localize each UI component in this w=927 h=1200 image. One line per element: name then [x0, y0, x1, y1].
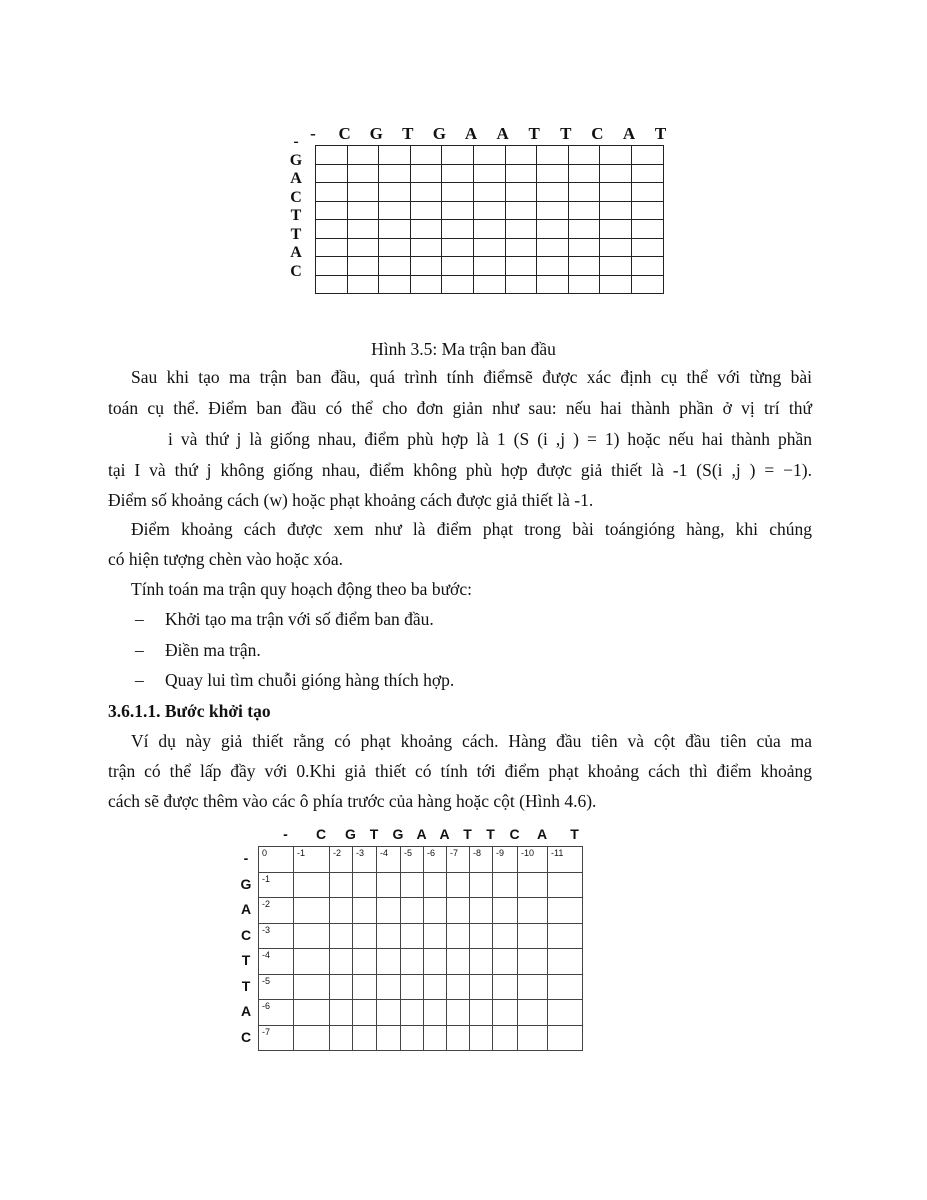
bullet-item-3: Quay lui tìm chuỗi gióng hàng thích hợp. — [165, 670, 455, 690]
figure2-grid-cell — [447, 949, 470, 975]
figure2-grid-cell — [447, 898, 470, 924]
figure1-column-label: G — [369, 124, 383, 143]
figure2-grid-cell — [294, 1025, 330, 1051]
figure2-grid-cell: -7 — [259, 1025, 294, 1051]
figure2-grid-cell — [294, 1000, 330, 1026]
figure1-row-label: A — [290, 244, 302, 261]
figure1-grid-cell — [379, 275, 411, 294]
bullet-marker: – — [135, 670, 144, 690]
paragraph-1-line-4: tại I và thứ j không giống nhau, điểm không phù hợp được giả thiết là -1 (S(i ,j ) = −1). — [108, 460, 812, 480]
figure1-grid-cell — [568, 238, 600, 257]
figure2-grid-cell: -5 — [259, 974, 294, 1000]
figure2-grid-cell — [353, 923, 377, 949]
figure1-grid-cell — [442, 201, 474, 220]
figure2-grid-cell: -6 — [424, 847, 447, 873]
figure1-grid-cell — [537, 275, 569, 294]
figure2-column-label: A — [439, 826, 450, 842]
figure2-grid-cell — [493, 923, 518, 949]
figure1-grid-cell — [347, 220, 379, 239]
figure2-grid-cell — [330, 949, 353, 975]
figure2-grid-cell — [470, 974, 493, 1000]
figure2-grid-cell — [548, 1000, 583, 1026]
figure2-grid-cell — [470, 949, 493, 975]
figure2-grid-cell — [548, 898, 583, 924]
figure2-grid-cell — [424, 898, 447, 924]
figure1-grid-cell — [537, 183, 569, 202]
figure2-grid-cell — [518, 898, 548, 924]
figure1-grid-cell — [347, 146, 379, 165]
figure1-grid-cell — [600, 275, 632, 294]
figure2-grid-cell: 0 — [259, 847, 294, 873]
figure1-grid-cell — [473, 275, 505, 294]
figure2-grid-cell — [548, 1025, 583, 1051]
figure1-grid-cell — [473, 238, 505, 257]
figure1-grid-cell — [631, 164, 663, 183]
figure2-grid — [258, 846, 583, 1051]
figure2-grid-cell — [424, 1000, 447, 1026]
figure1-grid-cell — [505, 238, 537, 257]
figure2-column-label: A — [536, 826, 548, 842]
figure2-grid-cell — [401, 974, 424, 1000]
figure2-grid-cell — [424, 974, 447, 1000]
figure2-grid-cell — [401, 1025, 424, 1051]
figure2-grid-cell: -11 — [548, 847, 583, 873]
figure1-grid-cell — [600, 183, 632, 202]
figure2-grid-cell — [447, 1025, 470, 1051]
figure2-column-label: G — [345, 826, 356, 842]
figure2-grid-cell: -3 — [353, 847, 377, 873]
figure2-column-label: T — [570, 826, 579, 842]
figure1-grid-cell — [473, 164, 505, 183]
figure1-grid-cell — [505, 257, 537, 276]
figure2-grid-cell — [330, 923, 353, 949]
figure1-grid-cell — [410, 201, 442, 220]
figure1-grid-cell — [505, 201, 537, 220]
figure1-grid-cell — [568, 257, 600, 276]
figure1-row-label: T — [290, 225, 302, 243]
paragraph-4-line-2: trận có thể lấp đầy với 0.Khi giả thiết có tính tới điểm phạt khoảng cách thì điểm khoảng — [108, 761, 812, 781]
figure2-grid-cell — [447, 1000, 470, 1026]
figure1-column-label: A — [464, 124, 478, 143]
figure1-grid-cell — [537, 201, 569, 220]
figure1-caption: Hình 3.5: Ma trận ban đầu — [371, 339, 556, 359]
figure2-grid-cell: -5 — [401, 847, 424, 873]
figure1-grid-cell — [316, 257, 348, 276]
figure1-grid-cell — [316, 220, 348, 239]
paragraph-1-line-5: Điểm số khoảng cách (w) hoặc phạt khoảng cách được giả thiết là -1. — [108, 490, 594, 510]
figure2-row-label: C — [240, 926, 252, 943]
figure2-grid-cell — [518, 974, 548, 1000]
figure1-grid-cell — [442, 164, 474, 183]
figure1-grid-cell — [442, 275, 474, 294]
figure2-row-label: G — [240, 875, 252, 892]
figure2-grid-cell — [377, 872, 401, 898]
figure1-grid-cell — [600, 238, 632, 257]
figure1-grid-cell — [379, 238, 411, 257]
figure2-grid-cell — [294, 974, 330, 1000]
figure1-grid-cell — [442, 257, 474, 276]
figure2-grid-cell — [493, 974, 518, 1000]
figure2-row-label: C — [240, 1028, 252, 1045]
paragraph-4-line-1: Ví dụ này giả thiết rằng có phạt khoảng cách. Hàng đầu tiên và cột đầu tiên của ma — [131, 731, 812, 751]
figure1-grid-cell — [410, 220, 442, 239]
figure1-grid-row — [316, 238, 664, 257]
figure1-grid-cell — [410, 146, 442, 165]
figure2-grid-cell — [493, 949, 518, 975]
figure2-grid-cell: -3 — [259, 923, 294, 949]
figure2-grid-row — [259, 974, 583, 1000]
figure1-grid-cell — [568, 146, 600, 165]
figure1-grid-cell — [568, 201, 600, 220]
figure1-grid-row — [316, 183, 664, 202]
figure2-grid-cell — [548, 872, 583, 898]
figure2-column-label: C — [315, 826, 327, 842]
figure2-grid-cell — [401, 1000, 424, 1026]
figure1-grid-cell — [442, 183, 474, 202]
figure1-grid-cell — [631, 183, 663, 202]
figure2-grid-cell — [401, 898, 424, 924]
figure2-grid-cell — [353, 872, 377, 898]
figure2-grid-cell: -4 — [377, 847, 401, 873]
figure1-grid-cell — [442, 146, 474, 165]
figure2-column-label: T — [369, 826, 379, 842]
figure1-grid-cell — [568, 164, 600, 183]
figure2-grid-cell: -2 — [330, 847, 353, 873]
figure2-grid-cell — [377, 974, 401, 1000]
figure1-grid-row — [316, 146, 664, 165]
figure1-grid-cell — [379, 146, 411, 165]
figure2-grid-cell — [424, 923, 447, 949]
figure1-grid-cell — [600, 146, 632, 165]
bullet-marker: – — [135, 640, 144, 660]
figure1-column-label: - — [310, 124, 316, 143]
figure2-grid-cell — [330, 1000, 353, 1026]
figure2-grid-cell — [401, 949, 424, 975]
figure1-column-label: C — [338, 124, 351, 143]
figure1-grid-cell — [410, 183, 442, 202]
figure2-column-label: T — [486, 826, 495, 842]
figure1-grid-row — [316, 275, 664, 294]
figure1-grid-cell — [631, 201, 663, 220]
figure2-grid-cell: -1 — [294, 847, 330, 873]
figure1-column-label: A — [622, 124, 636, 143]
figure1-row-label: - — [293, 133, 299, 150]
figure2-grid-cell — [518, 1025, 548, 1051]
figure2-grid-cell — [353, 974, 377, 1000]
paragraph-2-line-2: có hiện tượng chèn vào hoặc xóa. — [108, 549, 343, 569]
figure2-grid-cell — [470, 872, 493, 898]
figure2-grid-row — [259, 847, 583, 873]
figure2-grid-cell — [294, 872, 330, 898]
figure1-grid-cell — [505, 183, 537, 202]
figure2-grid-cell — [353, 1025, 377, 1051]
figure1-grid-cell — [316, 238, 348, 257]
figure2-grid-cell — [424, 1025, 447, 1051]
figure1-grid-cell — [379, 201, 411, 220]
figure1-grid-cell — [473, 220, 505, 239]
figure1-grid-cell — [347, 164, 379, 183]
figure2-row-label: - — [243, 850, 249, 866]
figure1-grid-cell — [347, 257, 379, 276]
bullet-item-2: Điền ma trận. — [165, 640, 261, 660]
figure2-row-label: T — [241, 952, 251, 968]
figure1-grid-row — [316, 201, 664, 220]
figure1-grid-cell — [347, 183, 379, 202]
figure1-grid-cell — [505, 164, 537, 183]
figure2-grid-cell — [377, 923, 401, 949]
figure2-grid-cell — [377, 898, 401, 924]
figure2-grid-cell — [294, 949, 330, 975]
figure2-grid-cell — [353, 949, 377, 975]
figure1-column-label: T — [528, 124, 540, 143]
figure2-grid-cell — [447, 923, 470, 949]
figure1-column-label: A — [496, 124, 509, 143]
figure1-grid-cell — [410, 257, 442, 276]
figure1-grid-cell — [600, 220, 632, 239]
figure1-grid-cell — [379, 220, 411, 239]
figure1-row-label: C — [290, 262, 302, 280]
figure1-grid-cell — [631, 220, 663, 239]
figure2-grid-cell — [294, 923, 330, 949]
figure2-column-label: C — [509, 826, 520, 842]
figure1-grid-cell — [379, 164, 411, 183]
figure2-grid-cell — [447, 872, 470, 898]
figure2-grid-cell — [548, 923, 583, 949]
figure1-column-label: G — [432, 124, 446, 143]
paragraph-2-line-1: Điểm khoảng cách được xem như là điểm phạt trong bài toángióng hàng, khi chúng — [131, 519, 812, 539]
figure1-grid-cell — [316, 275, 348, 294]
figure1-grid-cell — [537, 238, 569, 257]
figure2-grid-cell: -4 — [259, 949, 294, 975]
figure2-grid-cell — [493, 872, 518, 898]
figure2-grid-row — [259, 898, 583, 924]
figure1-grid-cell — [505, 146, 537, 165]
figure1-grid-cell — [631, 146, 663, 165]
figure2-grid-row — [259, 872, 583, 898]
figure1-grid-cell — [442, 220, 474, 239]
figure1-row-label: A — [290, 170, 302, 187]
figure1-grid-cell — [568, 275, 600, 294]
figure2-grid-cell — [377, 949, 401, 975]
figure2-column-label: A — [416, 826, 427, 842]
figure1-grid-cell — [600, 164, 632, 183]
figure2-grid-cell: -7 — [447, 847, 470, 873]
figure2-grid-cell — [518, 872, 548, 898]
figure1-grid-cell — [316, 201, 348, 220]
figure1-row-label: T — [290, 207, 302, 224]
figure1-row-label: C — [290, 188, 302, 206]
figure1-grid-cell — [631, 238, 663, 257]
figure2-grid-cell — [330, 872, 353, 898]
figure1-grid-cell — [473, 257, 505, 276]
figure1-grid-cell — [600, 201, 632, 220]
figure1-column-label: T — [560, 124, 572, 143]
figure2-grid-cell: -6 — [259, 1000, 294, 1026]
figure1-column-label: T — [654, 124, 667, 143]
paragraph-1-line-3: i và thứ j là giống nhau, điểm phù hợp là 1 (S (i ,j ) = 1) hoặc nếu hai thành phần — [168, 429, 812, 449]
figure1-grid-row — [316, 220, 664, 239]
figure1-grid-cell — [537, 146, 569, 165]
figure2-column-label: G — [392, 826, 404, 842]
figure1-grid-cell — [379, 183, 411, 202]
figure2-grid-cell — [493, 1025, 518, 1051]
figure2-grid-cell — [518, 949, 548, 975]
figure2-grid-row — [259, 949, 583, 975]
figure1-grid-cell — [568, 220, 600, 239]
figure1-grid-cell — [505, 220, 537, 239]
figure2-grid-row — [259, 1025, 583, 1051]
figure2-grid-cell — [548, 949, 583, 975]
figure1-row-label: G — [289, 151, 303, 169]
paragraph-4-line-3: cách sẽ được thêm vào các ô phía trước của hàng hoặc cột (Hình 4.6). — [108, 791, 597, 811]
figure2-grid-cell: -2 — [259, 898, 294, 924]
bullet-item-1: Khởi tạo ma trận với số điểm ban đầu. — [165, 609, 434, 629]
figure1-grid-cell — [316, 146, 348, 165]
figure1-grid-cell — [537, 164, 569, 183]
figure2-row-label: A — [240, 1003, 252, 1019]
figure1-grid-row — [316, 257, 664, 276]
figure2-grid-cell — [493, 1000, 518, 1026]
figure1-grid-cell — [410, 164, 442, 183]
figure1-grid-cell — [631, 275, 663, 294]
paragraph-1-line-2: toán cụ thể. Điểm ban đầu có thể cho đơn giản như sau: nếu hai thành phần ở vị trí thứ — [108, 398, 812, 418]
figure2-grid-cell: -8 — [470, 847, 493, 873]
figure2-grid-cell: -1 — [259, 872, 294, 898]
figure2-grid-cell — [353, 898, 377, 924]
figure1-grid-cell — [442, 238, 474, 257]
bullet-marker: – — [135, 609, 144, 629]
figure2-grid-cell — [401, 923, 424, 949]
figure2-grid-cell — [470, 1000, 493, 1026]
figure2-grid-cell — [330, 898, 353, 924]
figure1-grid-cell — [631, 257, 663, 276]
figure2-grid-row — [259, 1000, 583, 1026]
figure2-row-label: T — [241, 977, 251, 994]
figure1-grid-cell — [568, 183, 600, 202]
figure1-grid-cell — [505, 275, 537, 294]
figure1-grid — [315, 145, 664, 294]
figure1-grid-cell — [410, 275, 442, 294]
figure1-grid-cell — [473, 146, 505, 165]
figure2-grid-cell — [294, 898, 330, 924]
figure1-grid-row — [316, 164, 664, 183]
figure1-grid-cell — [410, 238, 442, 257]
figure2-row-label: A — [240, 901, 252, 917]
figure1-grid-cell — [600, 257, 632, 276]
figure1-grid-cell — [316, 183, 348, 202]
figure1-column-label: C — [591, 124, 604, 143]
figure2-grid-row — [259, 923, 583, 949]
figure2-column-label: - — [283, 826, 288, 842]
figure1-grid-cell — [537, 220, 569, 239]
figure2-grid-cell — [470, 923, 493, 949]
figure2-grid-cell — [330, 974, 353, 1000]
figure2-grid-cell — [353, 1000, 377, 1026]
figure2-grid-cell: -9 — [493, 847, 518, 873]
figure1-grid-cell — [347, 201, 379, 220]
figure2-grid-cell — [518, 923, 548, 949]
figure2-column-label: T — [463, 826, 472, 842]
figure2-grid-cell — [401, 872, 424, 898]
figure2-grid-cell — [377, 1000, 401, 1026]
figure1-grid-cell — [316, 164, 348, 183]
figure1-grid-cell — [379, 257, 411, 276]
figure2-grid-cell — [493, 898, 518, 924]
figure1-grid-cell — [347, 238, 379, 257]
figure2-grid-cell — [424, 949, 447, 975]
paragraph-3: Tính toán ma trận quy hoạch động theo ba bước: — [131, 579, 472, 599]
figure2-grid-cell — [330, 1025, 353, 1051]
figure1-grid-cell — [537, 257, 569, 276]
figure1-grid-cell — [473, 183, 505, 202]
figure2-grid-cell — [518, 1000, 548, 1026]
figure2-grid-cell: -10 — [518, 847, 548, 873]
figure2-grid-cell — [424, 872, 447, 898]
figure2-grid-cell — [377, 1025, 401, 1051]
figure1-grid-cell — [347, 275, 379, 294]
paragraph-1-line-1: Sau khi tạo ma trận ban đầu, quá trình tính điểmsẽ được xác định cụ thể với từng bài — [131, 367, 812, 387]
section-heading: 3.6.1.1. Bước khởi tạo — [108, 701, 271, 721]
figure1-column-label: T — [402, 124, 414, 143]
figure2-grid-cell — [470, 1025, 493, 1051]
figure2-grid-cell — [548, 974, 583, 1000]
figure1-grid-cell — [473, 201, 505, 220]
figure2-grid-cell — [447, 974, 470, 1000]
figure2-grid-cell — [470, 898, 493, 924]
